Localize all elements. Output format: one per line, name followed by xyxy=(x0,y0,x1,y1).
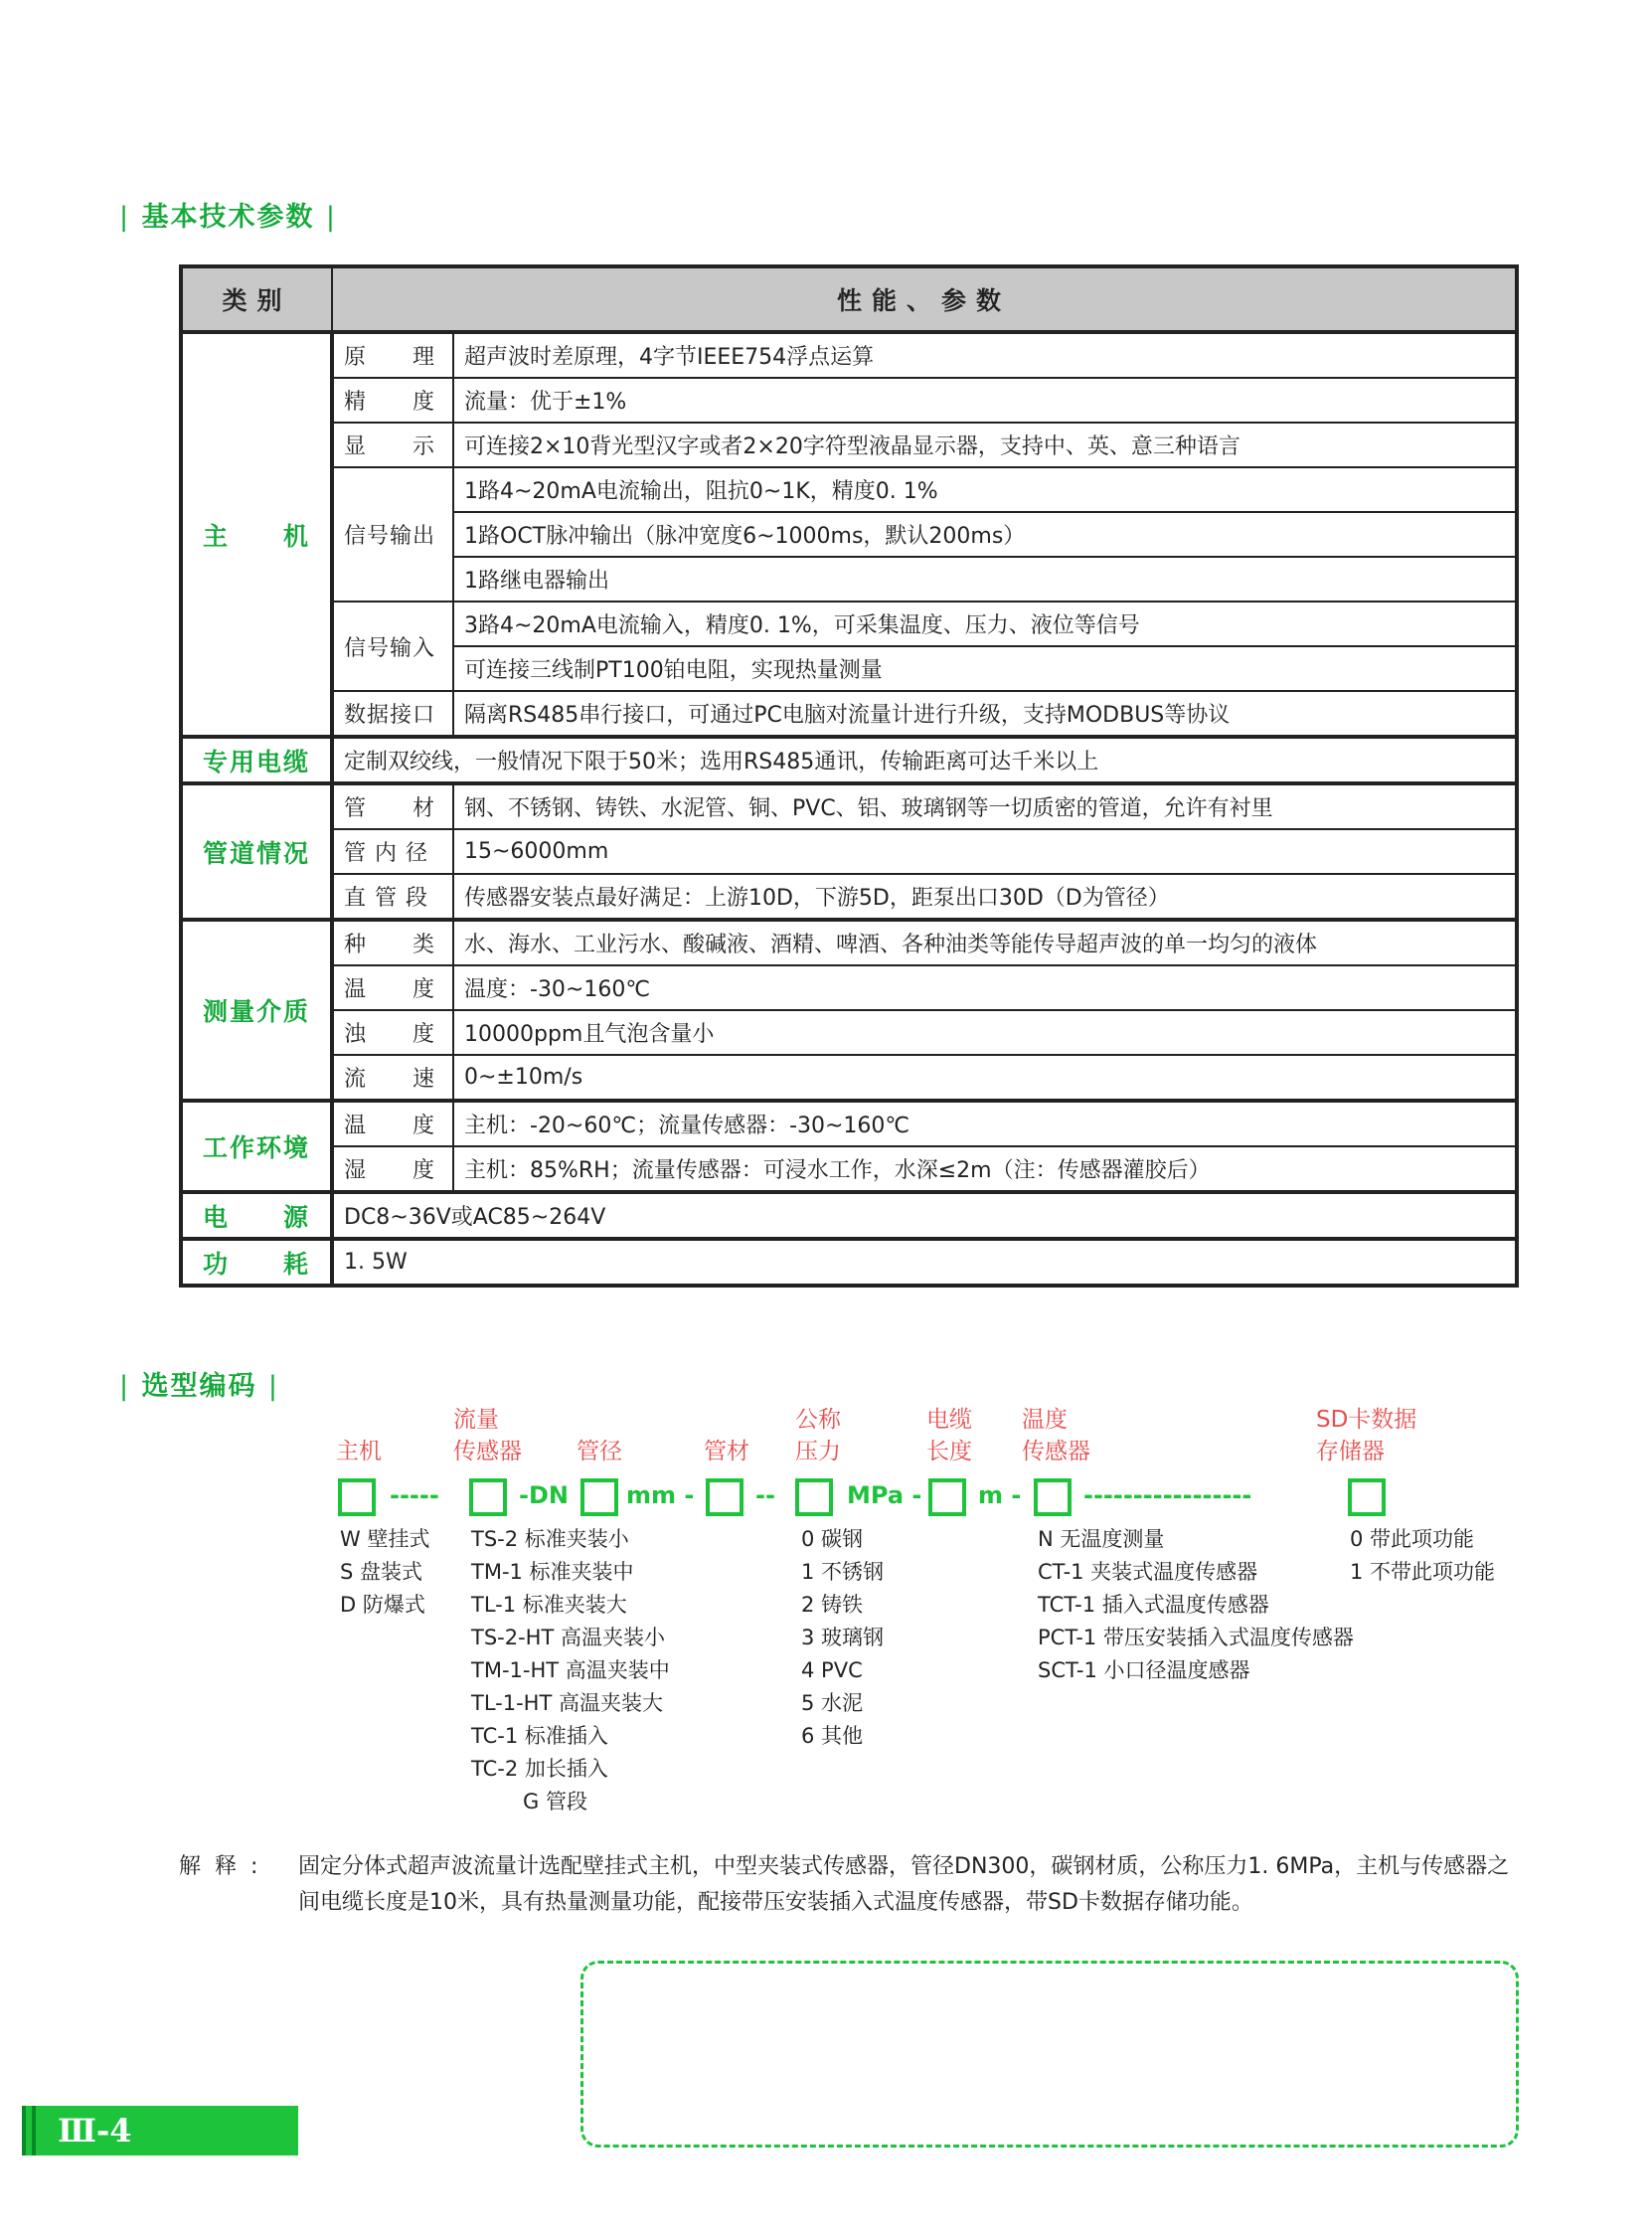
category-environment: 工作环境 xyxy=(181,1101,332,1192)
list-item: TS-2-HT 高温夹装小 xyxy=(471,1626,665,1649)
label-cable-line2: 长度 xyxy=(926,1439,972,1464)
category-medium: 测量介质 xyxy=(181,920,332,1101)
list-item: S 盘装式 xyxy=(340,1560,423,1584)
label-temp-line1: 温度 xyxy=(1022,1407,1068,1433)
explanation-label: 解释: xyxy=(179,1854,272,1879)
row-value: 超声波时差原理，4字节IEEE754浮点运算 xyxy=(453,332,1517,378)
code-box-sensor xyxy=(469,1478,507,1516)
label-flow-line1: 流量 xyxy=(453,1407,499,1433)
label-cable-line1: 电缆 xyxy=(926,1407,972,1433)
row-value: 1路继电器输出 xyxy=(453,557,1517,602)
row-label: 管 内 径 xyxy=(332,829,453,874)
material-options xyxy=(801,1523,884,1753)
list-item: 1 不锈钢 xyxy=(801,1560,885,1584)
list-item: PCT-1 带压安装插入式温度传感器 xyxy=(1038,1626,1354,1649)
row-value: 10000ppm且气泡含量小 xyxy=(453,1010,1517,1055)
label-temp-line2: 传感器 xyxy=(1022,1439,1090,1464)
code-box-material xyxy=(706,1478,743,1516)
tab-rule xyxy=(32,2106,36,2155)
list-item: N 无温度测量 xyxy=(1038,1527,1165,1551)
list-item: TL-1-HT 高温夹装大 xyxy=(471,1691,663,1715)
row-label: 信号输入 xyxy=(332,602,453,691)
label-sd-line1: SD卡数据 xyxy=(1316,1407,1417,1433)
code-box-diameter xyxy=(580,1478,618,1516)
row-label: 显 示 xyxy=(332,423,453,467)
section-title-specs: | 基本技术参数 | xyxy=(119,202,338,233)
label-pressure-line1: 公称 xyxy=(795,1407,841,1433)
category-pipe: 管道情况 xyxy=(181,783,332,920)
list-item: 6 其他 xyxy=(801,1724,864,1748)
row-value: 15~6000mm xyxy=(453,829,1517,874)
row-value: 流量：优于±1% xyxy=(453,378,1517,423)
code-separator-m: m - xyxy=(978,1481,1022,1509)
list-item: CT-1 夹装式温度传感器 xyxy=(1038,1560,1258,1584)
list-item: TM-1-HT 高温夹装中 xyxy=(471,1658,670,1682)
row-label: 温 度 xyxy=(332,965,453,1010)
list-item: TS-2 标准夹装小 xyxy=(471,1527,629,1551)
row-label: 原 理 xyxy=(332,332,453,378)
list-item: G 管段 xyxy=(523,1790,587,1813)
category-consumption: 功 耗 xyxy=(181,1239,332,1286)
row-label: 直 管 段 xyxy=(332,874,453,920)
list-item: 1 不带此项功能 xyxy=(1350,1560,1496,1584)
row-value: 可连接2×10背光型汉字或者2×20字符型液晶显示器，支持中、英、意三种语言 xyxy=(453,423,1517,467)
row-label: 湿 度 xyxy=(332,1146,453,1192)
list-item: TM-1 标准夹装中 xyxy=(471,1560,634,1584)
row-label: 管 材 xyxy=(332,783,453,829)
row-value: 隔离RS485串行接口，可通过PC电脑对流量计进行升级，支持MODBUS等协议 xyxy=(453,691,1517,737)
row-value: 可连接三线制PT100铂电阻，实现热量测量 xyxy=(453,646,1517,691)
page-number: Ⅲ-4 xyxy=(58,2112,132,2150)
code-separator-mpa: MPa - xyxy=(847,1481,922,1509)
row-label: 流 速 xyxy=(332,1055,453,1101)
list-item: 0 碳钢 xyxy=(801,1527,864,1551)
table-header-params: 性能、参数 xyxy=(332,266,1517,332)
label-material: 管材 xyxy=(704,1439,749,1464)
row-value: 3路4~20mA电流输入，精度0. 1%，可采集温度、压力、液位等信号 xyxy=(453,602,1517,646)
list-item: 2 铸铁 xyxy=(801,1593,864,1617)
tab-rule xyxy=(22,2106,26,2155)
list-item: TC-2 加长插入 xyxy=(471,1757,608,1781)
list-item: 4 PVC xyxy=(801,1658,863,1682)
label-diameter: 管径 xyxy=(577,1439,622,1464)
row-label: 精 度 xyxy=(332,378,453,423)
row-value: 温度：-30~160℃ xyxy=(453,965,1517,1010)
row-value: 水、海水、工业污水、酸碱液、酒精、啤酒、各种油类等能传导超声波的单一均匀的液体 xyxy=(453,920,1517,965)
page-number-tab xyxy=(22,2106,298,2155)
list-item: 0 带此项功能 xyxy=(1350,1527,1475,1551)
code-separator: ----- xyxy=(390,1481,439,1509)
row-label: 种 类 xyxy=(332,920,453,965)
list-item: D 防爆式 xyxy=(340,1593,425,1617)
row-value: 0~±10m/s xyxy=(453,1055,1517,1101)
row-value: 1路OCT脉冲输出（脉冲宽度6~1000ms，默认200ms） xyxy=(453,512,1517,557)
list-item: 3 玻璃钢 xyxy=(801,1626,885,1649)
list-item: SCT-1 小口径温度感器 xyxy=(1038,1658,1250,1682)
row-value: 定制双绞线，一般情况下限于50米；选用RS485通讯，传输距离可达千米以上 xyxy=(332,737,1517,783)
sd-options xyxy=(1350,1523,1495,1589)
spec-table xyxy=(179,264,1519,1288)
list-item: W 壁挂式 xyxy=(340,1527,430,1551)
label-flow-line2: 传感器 xyxy=(453,1439,522,1464)
dashed-frame xyxy=(580,1961,1519,2148)
label-pressure-line2: 压力 xyxy=(795,1439,841,1464)
code-box-host xyxy=(338,1478,376,1516)
table-header-category: 类别 xyxy=(181,266,332,332)
row-value: 钢、不锈钢、铸铁、水泥管、铜、PVC、铝、玻璃钢等一切质密的管道，允许有衬里 xyxy=(453,783,1517,829)
category-cable: 专用电缆 xyxy=(181,737,332,783)
label-sd-line2: 存储器 xyxy=(1316,1439,1385,1464)
code-separator: -- xyxy=(755,1481,775,1509)
code-box-temp xyxy=(1034,1478,1072,1516)
row-value: 主机：85%RH；流量传感器：可浸水工作，水深≤2m（注：传感器灌胶后） xyxy=(453,1146,1517,1192)
category-host: 主 机 xyxy=(181,332,332,737)
row-value: 主机：-20~60℃；流量传感器：-30~160℃ xyxy=(453,1101,1517,1146)
row-label: 数据接口 xyxy=(332,691,453,737)
code-separator-mm: mm - xyxy=(626,1481,695,1509)
row-label: 温 度 xyxy=(332,1101,453,1146)
code-box-sd xyxy=(1348,1478,1386,1516)
explanation-text: 固定分体式超声波流量计选配壁挂式主机，中型夹装式传感器，管径DN300，碳钢材质，公称压力1. 6MPa，主机与传感器之间电缆长度是10米，具有热量测量功能，配接带压安装插入式温度传感器，带SD卡数据存储功能。 xyxy=(298,1854,1510,1915)
row-label: 信号输出 xyxy=(332,467,453,602)
temp-sensor-options xyxy=(1038,1523,1354,1687)
row-value: 1路4~20mA电流输出，阻抗0~1K，精度0. 1% xyxy=(453,467,1517,512)
category-power: 电 源 xyxy=(181,1192,332,1239)
list-item: 5 水泥 xyxy=(801,1691,864,1715)
section-title-model-code: | 选型编码 | xyxy=(119,1371,280,1402)
row-label: 浊 度 xyxy=(332,1010,453,1055)
host-options xyxy=(340,1523,429,1622)
list-item: TC-1 标准插入 xyxy=(471,1724,608,1748)
code-separator-dn: -DN xyxy=(519,1481,569,1509)
list-item: TL-1 标准夹装大 xyxy=(471,1593,627,1617)
row-value: 1. 5W xyxy=(332,1239,1517,1286)
code-box-cable xyxy=(928,1478,966,1516)
row-value: DC8~36V或AC85~264V xyxy=(332,1192,1517,1239)
sensor-options xyxy=(471,1523,670,1818)
row-value: 传感器安装点最好满足：上游10D，下游5D，距泵出口30D（D为管径） xyxy=(453,874,1517,920)
code-separator-long: ----------------- xyxy=(1083,1481,1252,1509)
label-host: 主机 xyxy=(336,1439,382,1464)
code-box-pressure xyxy=(795,1478,833,1516)
list-item: TCT-1 插入式温度传感器 xyxy=(1038,1593,1269,1617)
